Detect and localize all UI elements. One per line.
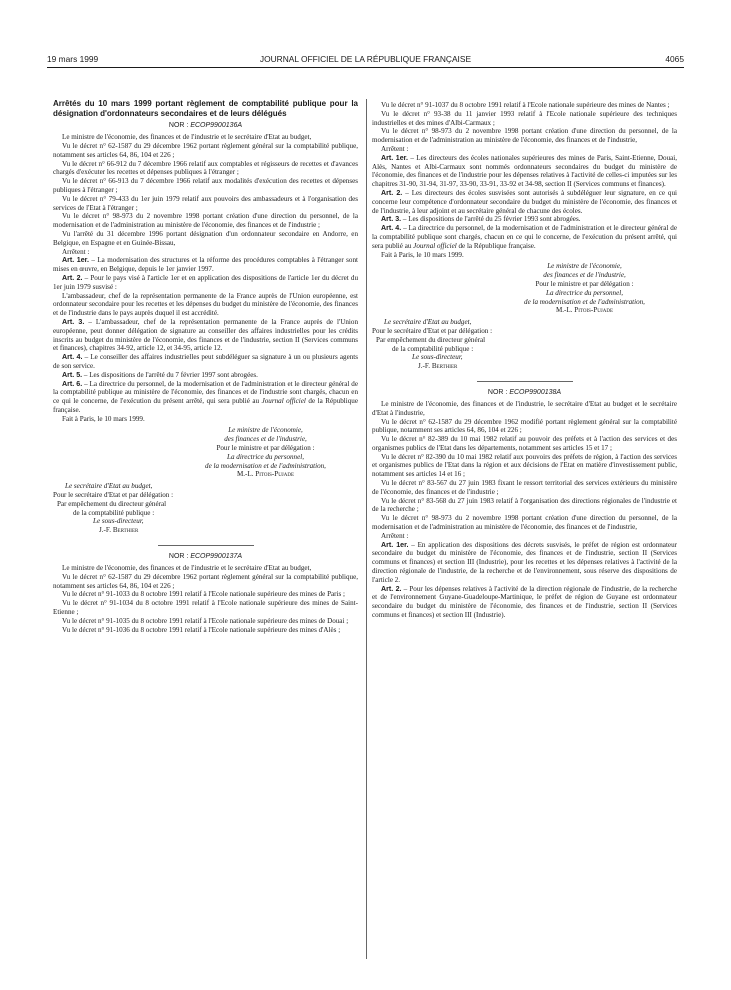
doc1-arrete: Arrêtent : [62,247,90,256]
separator-rule [477,381,573,382]
sig-line: Le sous-directeur, [93,517,144,526]
doc2-article [372,215,677,224]
doc1-signature-budget [53,482,358,535]
article-text: – Les dispositions de l'arrêté du 7 février 1997 sont abrogées. [82,370,258,379]
doc2-signature-budget [372,318,677,371]
article-text: – Les dispositions de l'arrêté du 25 février 1993 sont abrogées. [401,215,581,224]
journal-officiel-ref: Journal officiel [413,241,457,250]
doc1-title: Arrêtés du 10 mars 1999 portant règlement de comptabilité publique pour la désignation d'ordonnateurs secondaires et de leurs délégués [53,99,358,118]
doc1-nor [53,121,358,130]
doc1-article [53,318,358,353]
header-page-number: 4065 [665,54,684,64]
doc1-article [53,256,358,274]
sig-line: Pour le secrétaire d'Etat et par délégation : [372,326,493,335]
article-text: – Pour les dépenses relatives à l'activité de la direction régionale de l'industrie, de la recherche et de l'environnement Guyane-Guadeloupe-Martinique, le préfet de région de Guyane est ordonnateur secondaire du budget du ministère de l'économie, des finances et de l'industrie, section II (Services communs et finances) et section III (Industrie). [372,584,677,620]
doc3-visa: Vu le décret n° 83-568 du 27 juin 1983 relatif à l'organisation des directions régionales de l'industrie et de la recherche ; [372,496,677,514]
doc2-visa: Le ministre de l'économie, des finances et de l'industrie et le secrétaire d'Etat au budget, [62,564,312,573]
sig-line: Le ministre de l'économie, [547,262,622,271]
article-text: – En application des dispositions des décrets susvisés, le préfet de région est ordonnateur secondaire du budget du ministère de l'économie, des finances et de l'industrie, section II (Services communs et finances) et section III (Industrie), pour les recettes et les dépenses relatives à l'activité de la direction régionale de l'industrie, de la recherche et de l'environnement, sous réserve des dispositions de l'article 2. [372,540,677,584]
doc1-visa: Vu le décret n° 98-973 du 2 novembre 1998 portant création d'une direction du personnel, de la modernisation et de l'administration au ministère de l'économie, des finances et de l'industrie ; [53,212,358,230]
header-date: 19 mars 1999 [47,54,99,64]
nor-code: ECOP9900138A [509,388,562,396]
article-label: Art. 2. [381,584,402,593]
sig-line: des finances et de l'industrie, [543,271,626,280]
doc2-visa: Vu le décret n° 91-1033 du 8 octobre 1991 relatif à l'Ecole nationale supérieure des mines de Paris ; [62,590,346,599]
doc2-visa: Vu le décret n° 91-1037 du 8 octobre 1991 relatif à l'Ecole nationale supérieure des mines de Nantes ; [381,101,670,109]
article-label: Art. 2. [381,188,403,197]
doc1-visa: Vu le décret n° 66-912 du 7 décembre 1966 relatif aux comptables et régisseurs de recettes et d'avances chargés d'exécuter les recettes et dépenses publiques à l'étranger ; [53,159,358,177]
nor-label: NOR : [487,388,510,396]
nor-label: NOR : [168,553,191,561]
doc2-visa: Vu le décret n° 91-1035 du 8 octobre 1991 relatif à l'Ecole nationale supérieure des mines de Douai ; [62,616,349,625]
doc2-visa: Vu le décret n° 93-38 du 11 janvier 1993 relatif à l'Ecole nationale supérieure des techniques industrielles et des mines d'Albi-Carmaux ; [372,109,677,127]
sig-line: Le sous-directeur, [412,353,463,362]
article-label: Art. 6. [62,379,83,388]
doc2-article [372,189,677,215]
header-journal-title: JOURNAL OFFICIEL DE LA RÉPUBLIQUE FRANÇAISE [259,54,472,64]
doc3-visa: Vu le décret n° 62-1587 du 29 décembre 1962 modifié portant règlement général sur la comptabilité publique, notamment ses articles 64, 86, 104 et 226 ; [372,417,677,435]
doc2-visa: Vu le décret n° 91-1036 du 8 octobre 1991 relatif à l'Ecole nationale supérieure des mines d'Alès ; [62,625,341,634]
sig-line: des finances et de l'industrie, [224,435,307,444]
doc3-visa: Vu le décret n° 82-389 du 10 mai 1982 relatif au pouvoir des préfets et à l'action des services et des organismes publics de l'Etat dans les départements, notamment ses articles 15 et 17 ; [372,435,677,452]
sig-line: de la comptabilité publique : [392,344,474,353]
sig-name: M.-L. Pitois-Pujade [555,306,614,315]
article-label: Art. 3. [381,215,402,224]
nor-label: NOR : [168,122,191,130]
doc1-article [53,292,358,318]
article-label: Art. 1er. [62,256,90,265]
doc1-visa: Vu l'arrêté du 31 décembre 1996 portant désignation d'un ordonnateur secondaire en Andorre, en Belgique, en Espagne et en Guinée-Bissau, [53,229,358,247]
article-text: – Pour le pays visé à l'article 1er et en application des dispositions de l'article 1er du décret du 1er juin 1979 susvisé : [53,273,358,291]
doc1-signature-minister [173,426,358,479]
article-text: – Les directeurs des écoles nationales supérieures des mines de Paris, Saint-Etienne, Douai, Alès, Nantes et Albi-Carmaux sont nommés ordonnateurs secondaires du budget du ministère de l'économie, des finances et de l'industrie pour les dépenses relatives à l'activité de celles-ci imputées sur les chapitres 31-90, 31-94, 31-97, 33-90, 33-91, 33-92 et 34-98, section II (Services communs et finances). [372,153,678,189]
article-label: Art. 1er. [381,153,408,162]
sig-line: Pour le ministre et par délégation : [535,279,634,288]
doc2-signature-minister [492,262,677,315]
header-rule [47,67,684,68]
sig-name: J.-F. Berthier [99,526,139,535]
doc2-fait: Fait à Paris, le 10 mars 1999. [381,250,464,259]
sig-line: Le ministre de l'économie, [228,426,303,435]
article-label: Art. 2. [62,273,83,282]
sig-line: La directrice du personnel, [546,288,623,297]
sig-name: J.-F. Berthier [418,362,458,371]
article-label: Art. 4. [381,224,402,233]
doc2-visa: Vu le décret n° 91-1034 du 8 octobre 1991 relatif à l'Ecole nationale supérieure des mines de Saint-Etienne ; [53,599,358,617]
doc2-visa: Vu le décret n° 62-1587 du 29 décembre 1962 portant règlement général sur la comptabilité publique, notamment ses articles 64, 86, 104 et 226 ; [53,572,358,590]
doc1-article [53,274,358,292]
doc1-visa: Vu le décret n° 66-913 du 7 décembre 1966 relatif aux modalités d'exécution des recettes et dépenses publiques à l'étranger ; [53,177,358,194]
doc3-visa: Vu le décret n° 83-567 du 27 juin 1983 fixant le ressort territorial des services extérieurs du ministère de l'économie, des finances et de l'industrie ; [372,479,677,496]
doc2-article [372,224,677,250]
article-text: – L'ambassadeur, chef de la représentation permanente de la France auprès de l'Union européenne, peut donner délégation de signature au conseiller des affaires industrielles pour les crédits inscrits au budget du ministère de l'économie, des finances et de l'industrie, section II (Services communs et finances), chapitres 34-92, article 12, et 34-95, article 12. [53,317,359,353]
left-column [53,99,358,634]
doc1-visa: Vu le décret n° 62-1587 du 29 décembre 1962 portant règlement général sur la comptabilité publique, notamment ses articles 64, 86, 104 et 226 ; [53,141,358,159]
sig-line: de la modernisation et de l'administration, [524,297,645,306]
sig-line: Pour le secrétaire d'Etat et par délégation : [53,491,174,500]
sig-line: Par empêchement du directeur général [57,499,167,508]
doc2-visa: Vu le décret n° 98-973 du 2 novembre 1998 portant création d'une direction du personnel, de la modernisation et de l'administration au ministère de l'économie, des finances et de l'industrie, [372,127,677,145]
journal-officiel-ref: Journal officiel [261,397,306,406]
separator-rule [158,545,254,546]
article-text-end: de la République française. [53,397,358,414]
doc3-article [372,541,677,585]
article-text: – Les directeurs des écoles susvisées sont autorisés à subdéléguer leur signature, en ce qui concerne leur compétence d'ordonnateur secondaire du budget du ministère de l'économie, des finances et de l'industrie, à leur adjoint et au secrétaire général de chacune des écoles. [372,188,677,215]
doc3-visa: Vu le décret n° 82-390 du 10 mai 1982 relatif aux pouvoirs des préfets de région, à l'action des services et organismes publics de l'Etat dans la région et aux décisions de l'Etat en matière d'investissement public, notamment ses articles 14 et 16 ; [372,452,677,479]
doc1-fait: Fait à Paris, le 10 mars 1999. [62,414,145,423]
doc1-article [53,371,358,380]
article-text: – La modernisation des structures et la réforme des procédures comptables à l'étranger sont mises en œuvre, en Belgique, depuis le 1er janvier 1997. [53,256,358,274]
sig-line: Pour le ministre et par délégation : [216,444,315,453]
doc1-visa: Le ministre de l'économie, des finances et de l'industrie et le secrétaire d'Etat au budget, [62,133,312,142]
article-label: Art. 3. [62,317,85,326]
sig-line: de la comptabilité publique : [73,508,155,517]
sig-line: de la modernisation et de l'administration, [205,461,326,470]
sig-line: Par empêchement du directeur général [376,335,486,344]
sig-line: Le secrétaire d'Etat au budget, [384,318,472,327]
doc2-article [372,154,677,189]
article-text-end: de la République française. [456,241,536,250]
doc3-visa: Le ministre de l'économie, des finances et de l'industrie, le secrétaire d'Etat au budget et le secrétaire d'Etat à l'industrie, [372,399,677,417]
article-text: L'ambassadeur, chef de la représentation permanente de la France auprès de l'Union européenne, est ordonnateur secondaire pour les recettes et les dépenses du budget du ministère de l'économie, des finances et de l'industrie dans le pays auprès duquel il est accrédité. [53,291,358,318]
doc3-visa: Vu le décret n° 98-973 du 2 novembre 1998 portant création d'une direction du personnel, de la modernisation et de l'administration au ministère de l'économie, des finances et de l'industrie, [372,514,677,532]
doc1-article [53,353,358,371]
article-label: Art. 4. [62,353,83,362]
nor-code: ECOP9900137A [190,553,243,561]
doc2-nor [53,552,358,561]
doc3-nor [372,388,677,397]
nor-code: ECOP9900136A [190,122,243,130]
doc1-article [53,380,358,415]
article-text: – Le conseiller des affaires industrielles peut subdéléguer sa signature à un ou plusieurs agents de son service. [53,353,358,370]
sig-line: La directrice du personnel, [227,452,304,461]
column-divider [366,99,367,959]
article-label: Art. 1er. [381,540,409,549]
sig-line: Le secrétaire d'Etat au budget, [65,482,153,491]
article-text: – La directrice du personnel, de la modernisation et de l'administration et le directeur général de la comptabilité publique sont chargés, chacun en ce qui le concerne, de l'exécution du présent arrêté, qui sera publié au [372,224,677,250]
doc3-article [372,585,677,620]
right-column [372,101,677,620]
doc2-arrete: Arrêtent : [381,144,409,153]
doc1-visa: Vu le décret n° 79-433 du 1er juin 1979 relatif aux pouvoirs des ambassadeurs et à l'organisation des services de l'Etat à l'étranger ; [53,194,358,212]
article-label: Art. 5. [62,370,83,379]
sig-name: M.-L. Pitois-Pujade [236,470,295,479]
doc3-arrete: Arrêtent : [381,531,409,540]
article-text: – La directrice du personnel, de la modernisation et de l'administration et le directeur général de la comptabilité publique au ministère de l'économie, des finances et de l'industrie sont chargés, chacun en ce qui le concerne, de l'exécution du présent arrêté, qui sera publié au [53,379,358,406]
